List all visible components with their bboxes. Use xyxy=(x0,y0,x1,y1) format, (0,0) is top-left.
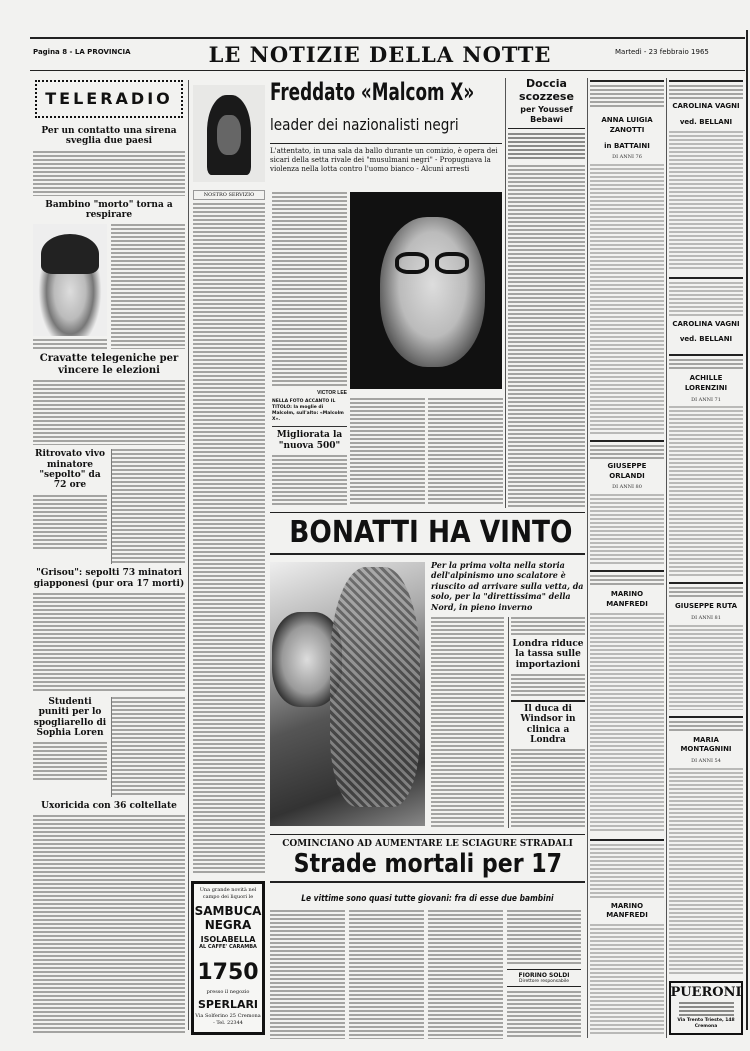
rule xyxy=(270,553,585,555)
column-divider xyxy=(666,78,667,1038)
director-name: FIORINO SOLDI xyxy=(518,972,570,979)
obit-text xyxy=(590,445,664,459)
strade-headline-wrap xyxy=(270,849,585,879)
obit-column-2 xyxy=(669,80,743,1035)
article-text xyxy=(33,742,107,782)
pueroni-ad xyxy=(669,981,743,1035)
director-box xyxy=(507,969,581,987)
bebawi-headline: Doccia scozzese xyxy=(519,77,574,103)
ad-price: 1750 xyxy=(197,960,259,985)
bonatti-photo xyxy=(270,562,425,826)
obit-age: DI ANNI 81 xyxy=(691,615,721,622)
masthead: LE NOTIZIE DELLA NOTTE xyxy=(208,42,552,67)
article-text xyxy=(428,398,503,505)
obit-text xyxy=(669,587,743,599)
strade-headline: Strade mortali per 17 xyxy=(293,849,563,879)
obit-name: GIUSEPPE RUTA xyxy=(674,602,738,611)
ad-text: Una grande novità nel campo dei liquori le xyxy=(199,887,257,900)
ad-address: Via Trento Trieste, 148 Cremona xyxy=(677,1018,735,1030)
obit-age: DI ANNI 80 xyxy=(612,484,642,491)
rule xyxy=(270,512,585,513)
malcolm-photo xyxy=(350,192,502,389)
photo-block xyxy=(33,224,107,349)
ad-address: Via Solferino 25 Cremona - Tel. 22344 xyxy=(195,1013,261,1026)
headline-grisou: "Grisou": sepolti 73 minatori giapponesi (pur ora 17 morti) xyxy=(33,568,185,589)
obit-name: CAROLINA VAGNI xyxy=(672,319,740,328)
obit-text xyxy=(590,494,664,564)
rule xyxy=(669,80,743,82)
rule xyxy=(270,881,585,883)
obit-text xyxy=(669,721,743,733)
headline-uxoricida: Uxoricida con 36 coltellate xyxy=(41,801,177,812)
studenti-block xyxy=(33,697,107,797)
bonatti-column xyxy=(431,560,585,828)
obit-name: ACHILLE LORENZINI xyxy=(684,374,728,392)
obit-name: ANNA LUIGIA ZANOTTI xyxy=(601,116,653,134)
ad-brand: PUERONI xyxy=(670,984,742,1000)
obit-text xyxy=(590,924,664,1035)
obit-name: GIUSEPPE ORLANDI xyxy=(607,461,647,480)
article-text xyxy=(507,910,581,965)
headline-minatore: Ritrovato vivo minatore "sepolto" da 72 ore xyxy=(34,449,106,491)
article-text xyxy=(111,449,185,564)
obit-column-1 xyxy=(590,80,664,1035)
byline: VICTOR LEE xyxy=(317,390,347,396)
obit-name: MARINO MANFREDI xyxy=(606,589,648,608)
rule xyxy=(590,839,664,841)
rule xyxy=(669,354,743,356)
ad-brand: SAMBUCA xyxy=(194,904,262,918)
headline-bambino: Bambino "morto" torna a respirare xyxy=(45,199,173,221)
malcolm-deck: L'attentato, in una sala da ballo durante un comizio, è opera dei sicari della setta rivale dei "musulmani negri" - Propugnava la violenza nella lotta contro l'uomo bianco - Alcuni arresti xyxy=(270,147,498,173)
rule xyxy=(669,582,743,584)
strade-subhead: Le vittime sono quasi tutte giovani: fra di esse due bambini xyxy=(301,894,554,904)
page-label: Pagina 8 - LA PROVINCIA xyxy=(33,48,131,56)
article-text xyxy=(272,455,347,505)
ad-brand: ISOLABELLA xyxy=(200,935,256,944)
photo-caption: NELLA FOTO ACCANTO IL TITOLO: la moglie di Malcolm, sull'alto: «Malcolm X». xyxy=(272,399,344,422)
malcolm-text-column xyxy=(272,192,347,505)
obit-age: DI ANNI 71 xyxy=(691,396,721,403)
ad-text: presso il negozio xyxy=(206,989,250,995)
obit-text xyxy=(590,85,664,107)
article-text xyxy=(507,991,581,1039)
article-text xyxy=(511,674,585,696)
article-text xyxy=(350,398,425,505)
ad-brand: NEGRA xyxy=(204,918,252,932)
article-text xyxy=(33,151,185,196)
strade-kicker: COMINCIANO AD AUMENTARE LE SCIAGURE STRADALI xyxy=(282,839,573,849)
minatore-block xyxy=(33,449,107,564)
bebawi-subhead: per Youssef Bebawi xyxy=(520,105,573,124)
article-text xyxy=(33,593,185,693)
obit-text xyxy=(590,575,664,587)
strade-text-row xyxy=(270,910,585,1039)
teleradio-box: TELERADIO xyxy=(35,80,183,118)
rule xyxy=(508,128,585,129)
ad-text: AL CAFFE' CARAMBA xyxy=(199,944,257,950)
headline-londra: Londra riduce la tassa sulle importazioni xyxy=(512,638,584,670)
ad-shop: SPERLARI xyxy=(197,998,259,1011)
rule xyxy=(270,143,502,144)
obit-text xyxy=(590,164,664,434)
director-column xyxy=(507,910,581,1039)
obit-name: MARINO MANFREDI xyxy=(606,901,648,920)
bambino-row xyxy=(33,224,185,349)
obit-text xyxy=(590,844,664,899)
rule xyxy=(590,440,664,442)
woman-photo xyxy=(193,85,265,182)
page-edge xyxy=(746,30,748,1030)
article-text xyxy=(349,910,424,1039)
headline-cravatte: Cravatte telegeniche per vincere le elezioni xyxy=(39,353,179,376)
bebawi-column xyxy=(508,78,585,508)
article-text xyxy=(33,815,185,1035)
strade-section xyxy=(270,834,585,1039)
left-column xyxy=(33,80,185,1035)
article-text xyxy=(508,165,585,508)
rule xyxy=(669,277,743,279)
obit-text xyxy=(669,85,743,99)
malcolm-headline: Freddato «Malcom X» xyxy=(270,78,475,106)
article-text xyxy=(428,910,503,1039)
obit-name: ved. BELLANI xyxy=(679,117,733,126)
bonatti-text-row xyxy=(431,617,585,828)
article-text xyxy=(272,192,347,387)
obit-text xyxy=(669,768,743,975)
headline-500: Migliorata la "nuova 500" xyxy=(272,426,347,451)
rule xyxy=(669,716,743,718)
bonatti-headline: BONATTI HA VINTO xyxy=(289,515,573,550)
article-text xyxy=(511,617,585,635)
obit-text xyxy=(669,131,743,271)
obit-text xyxy=(669,359,743,371)
column-divider xyxy=(587,78,588,1038)
top-rule xyxy=(30,37,745,39)
obit-name: in BATTAINI xyxy=(604,141,650,150)
ad-text xyxy=(679,1002,734,1016)
malcolm-subhead: leader dei nazionalisti negri xyxy=(270,115,459,134)
article-text xyxy=(33,380,185,445)
article-text xyxy=(511,749,585,828)
article-text xyxy=(111,697,185,797)
article-text xyxy=(431,617,504,828)
bonatti-deck: Per la prima volta nella storia dell'alpinismo uno scalatore è riuscito ad arrivare sulla vetta, da solo, per la "direttissima" della Nord, in pieno inverno xyxy=(431,560,584,612)
obit-name: CAROLINA VAGNI xyxy=(672,102,740,110)
obit-text xyxy=(669,406,743,576)
obit-text xyxy=(590,613,664,833)
service-label: NOSTRO SERVIZIO xyxy=(193,190,265,200)
masthead-rule xyxy=(30,70,745,71)
studenti-row xyxy=(33,697,185,797)
headline-sirena: Per un contatto una sirena sveglia due paesi xyxy=(41,126,177,147)
rule xyxy=(270,834,585,835)
headline-windsor: Il duca di Windsor in clinica a Londra xyxy=(511,700,585,745)
obit-age: DI ANNI 76 xyxy=(612,154,642,161)
minatore-row xyxy=(33,449,185,564)
date: Martedì - 23 febbraio 1965 xyxy=(615,48,709,56)
column-divider xyxy=(188,80,189,1030)
bebawi-deck xyxy=(508,133,585,159)
child-photo xyxy=(33,224,107,336)
bonatti-headline-wrap xyxy=(270,515,585,550)
obit-text xyxy=(669,625,743,710)
article-text xyxy=(33,495,107,550)
obit-name: MARIA MONTAGNINI xyxy=(680,735,732,754)
article-text xyxy=(193,203,265,875)
article-text xyxy=(270,910,345,1039)
obit-text xyxy=(669,282,743,317)
article-text xyxy=(111,224,185,349)
headline-studenti: Studenti puniti per lo spogliarello di Sophia Loren xyxy=(33,697,107,739)
londra-column xyxy=(508,617,585,828)
rule xyxy=(590,570,664,572)
column-divider xyxy=(505,78,506,508)
sambuca-ad xyxy=(191,881,265,1035)
photo-caption xyxy=(33,339,107,349)
strade-subhead-wrap xyxy=(270,886,585,905)
second-column xyxy=(193,85,265,1035)
rule xyxy=(590,80,664,82)
director-role: Direttore responsabile xyxy=(518,979,570,984)
obit-age: DI ANNI 54 xyxy=(691,758,721,765)
obit-name: ved. BELLANI xyxy=(679,335,733,344)
